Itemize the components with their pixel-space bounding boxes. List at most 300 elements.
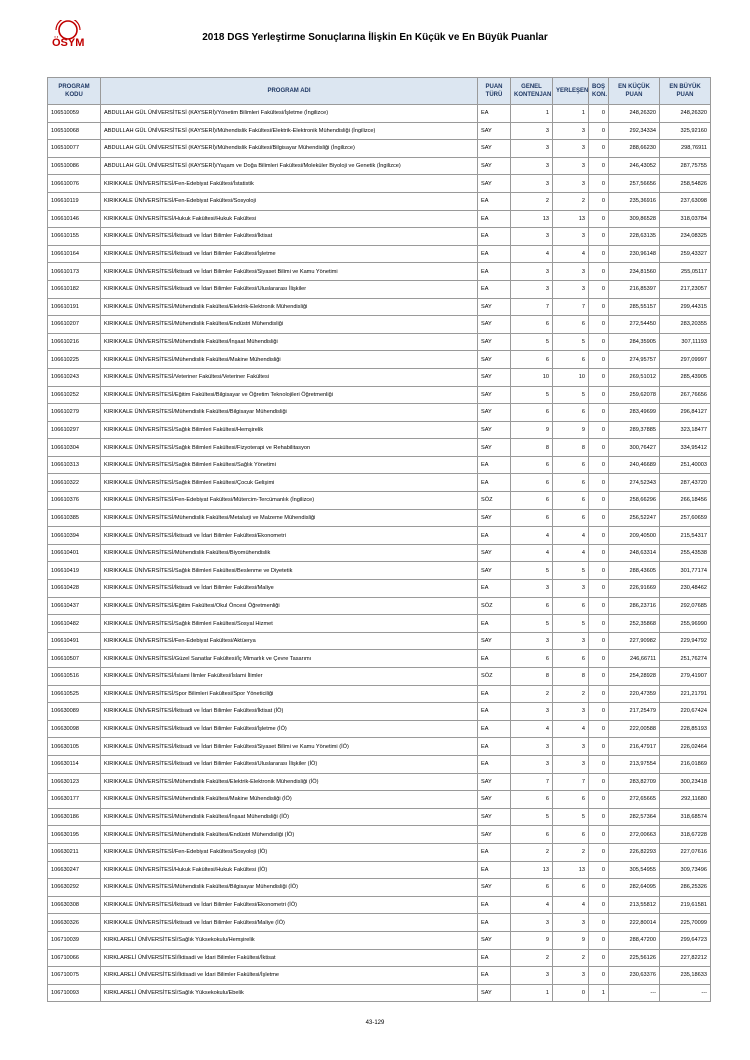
en-buyuk-puan-cell: 323,18477	[660, 421, 711, 439]
yerlesen-cell: 5	[553, 615, 589, 633]
table-row	[48, 157, 711, 175]
en-buyuk-puan-cell: 286,25326	[660, 879, 711, 897]
en-buyuk-puan-cell: 230,48462	[660, 580, 711, 598]
en-kucuk-puan-cell: 288,47200	[609, 931, 660, 949]
genel-kontenjan-cell: 5	[511, 333, 553, 351]
en-kucuk-puan-cell: ---	[609, 984, 660, 1002]
program-kodu-cell: 106630123	[48, 773, 101, 791]
en-buyuk-puan-cell: 292,07685	[660, 597, 711, 615]
en-buyuk-puan-cell: 297,09997	[660, 351, 711, 369]
yerlesen-cell: 13	[553, 210, 589, 228]
puan-turu-cell: SAY	[478, 421, 511, 439]
bos-kon-cell: 0	[589, 720, 609, 738]
genel-kontenjan-cell: 3	[511, 738, 553, 756]
genel-kontenjan-cell: 6	[511, 650, 553, 668]
program-kodu-cell: 106610525	[48, 685, 101, 703]
yerlesen-cell: 5	[553, 562, 589, 580]
program-kodu-cell: 106630308	[48, 896, 101, 914]
yerlesen-cell: 2	[553, 192, 589, 210]
genel-kontenjan-cell: 7	[511, 773, 553, 791]
program-kodu-cell: 106610428	[48, 580, 101, 598]
yerlesen-cell: 6	[553, 879, 589, 897]
yerlesen-cell: 5	[553, 386, 589, 404]
puan-turu-cell: SÖZ	[478, 492, 511, 510]
en-buyuk-puan-cell: 259,43327	[660, 245, 711, 263]
program-kodu-cell: 106610313	[48, 456, 101, 474]
en-buyuk-puan-cell: 267,76656	[660, 386, 711, 404]
en-kucuk-puan-cell: 230,63376	[609, 967, 660, 985]
program-adi-cell: KIRIKKALE ÜNİVERSİTESİ/Fen-Edebiyat Fakültesi/Aktüerya	[101, 632, 478, 650]
program-adi-cell: KIRIKKALE ÜNİVERSİTESİ/Fen-Edebiyat Fakültesi/Sosyoloji (İÖ)	[101, 843, 478, 861]
en-kucuk-puan-cell: 225,56126	[609, 949, 660, 967]
en-buyuk-puan-cell: 296,84127	[660, 404, 711, 422]
genel-kontenjan-cell: 6	[511, 597, 553, 615]
program-kodu-cell: 106610401	[48, 544, 101, 562]
en-kucuk-puan-cell: 286,23716	[609, 597, 660, 615]
yerlesen-cell: 4	[553, 527, 589, 545]
bos-kon-cell: 0	[589, 703, 609, 721]
program-adi-cell: KIRKLARELİ ÜNİVERSİTESİ/Sağlık Yüksekokulu/Ebelik	[101, 984, 478, 1002]
table-row	[48, 175, 711, 193]
yerlesen-cell: 0	[553, 984, 589, 1002]
en-buyuk-puan-cell: 279,41907	[660, 668, 711, 686]
genel-kontenjan-cell: 4	[511, 527, 553, 545]
en-buyuk-puan-cell: 287,43720	[660, 474, 711, 492]
bos-kon-cell: 0	[589, 914, 609, 932]
program-adi-cell: KIRIKKALE ÜNİVERSİTESİ/Mühendislik Fakültesi/Elektrik-Elektronik Mühendisliği	[101, 298, 478, 316]
en-kucuk-puan-cell: 269,51012	[609, 368, 660, 386]
bos-kon-cell: 0	[589, 931, 609, 949]
puan-turu-cell: EA	[478, 650, 511, 668]
program-kodu-cell: 106610279	[48, 404, 101, 422]
en-buyuk-puan-cell: 225,70099	[660, 914, 711, 932]
program-kodu-cell: 106610243	[48, 368, 101, 386]
genel-kontenjan-cell: 6	[511, 316, 553, 334]
puan-turu-cell: SAY	[478, 298, 511, 316]
en-buyuk-puan-cell: 292,11680	[660, 791, 711, 809]
table-row	[48, 245, 711, 263]
program-kodu-cell: 106610155	[48, 228, 101, 246]
yerlesen-cell: 10	[553, 368, 589, 386]
program-kodu-cell: 106610216	[48, 333, 101, 351]
program-adi-cell: KIRIKKALE ÜNİVERSİTESİ/İktisadi ve İdari Bilimler Fakültesi/İktisat (İÖ)	[101, 703, 478, 721]
page-title: 2018 DGS Yerleştirme Sonuçlarına İlişkin En Küçük ve En Büyük Puanlar	[202, 32, 548, 43]
yerlesen-cell: 6	[553, 650, 589, 668]
en-kucuk-puan-cell: 285,55157	[609, 298, 660, 316]
yerlesen-cell: 3	[553, 228, 589, 246]
table-row	[48, 527, 711, 545]
program-adi-cell: KIRIKKALE ÜNİVERSİTESİ/İktisadi ve İdari Bilimler Fakültesi/İşletme (İÖ)	[101, 720, 478, 738]
genel-kontenjan-cell: 4	[511, 544, 553, 562]
program-kodu-cell: 106610191	[48, 298, 101, 316]
puan-turu-cell: SAY	[478, 157, 511, 175]
program-adi-cell: KIRKLARELİ ÜNİVERSİTESİ/İktisadi ve İdari Bilimler Fakültesi/İktisat	[101, 949, 478, 967]
puan-turu-cell: SAY	[478, 175, 511, 193]
yerlesen-cell: 4	[553, 720, 589, 738]
table-row	[48, 755, 711, 773]
program-adi-cell: KIRIKKALE ÜNİVERSİTESİ/Sağlık Bilimleri Fakültesi/Çocuk Gelişimi	[101, 474, 478, 492]
puan-turu-cell: SAY	[478, 544, 511, 562]
bos-kon-cell: 0	[589, 773, 609, 791]
yerlesen-cell: 6	[553, 597, 589, 615]
bos-kon-cell: 0	[589, 386, 609, 404]
bos-kon-cell: 0	[589, 791, 609, 809]
yerlesen-cell: 6	[553, 509, 589, 527]
bos-kon-cell: 0	[589, 562, 609, 580]
genel-kontenjan-cell: 3	[511, 967, 553, 985]
en-kucuk-puan-cell: 240,46689	[609, 456, 660, 474]
genel-kontenjan-cell: 3	[511, 228, 553, 246]
yerlesen-cell: 6	[553, 474, 589, 492]
en-kucuk-puan-cell: 235,36916	[609, 192, 660, 210]
en-kucuk-puan-cell: 300,76427	[609, 439, 660, 457]
program-adi-cell: KIRIKKALE ÜNİVERSİTESİ/Sağlık Bilimleri Fakültesi/Hemşirelik	[101, 421, 478, 439]
genel-kontenjan-cell: 1	[511, 984, 553, 1002]
program-kodu-cell: 106610252	[48, 386, 101, 404]
en-buyuk-puan-cell: 318,03784	[660, 210, 711, 228]
bos-kon-cell: 0	[589, 949, 609, 967]
program-kodu-cell: 106610437	[48, 597, 101, 615]
genel-kontenjan-cell: 2	[511, 843, 553, 861]
bos-kon-cell: 0	[589, 421, 609, 439]
program-adi-cell: KIRIKKALE ÜNİVERSİTESİ/Sağlık Bilimleri Fakültesi/Sağlık Yönetimi	[101, 456, 478, 474]
en-kucuk-puan-cell: 288,43605	[609, 562, 660, 580]
en-buyuk-puan-cell: 251,40003	[660, 456, 711, 474]
program-kodu-cell: 106610146	[48, 210, 101, 228]
puan-turu-cell: SAY	[478, 773, 511, 791]
puan-turu-cell: SÖZ	[478, 668, 511, 686]
table-row	[48, 685, 711, 703]
table-row	[48, 333, 711, 351]
yerlesen-cell: 2	[553, 685, 589, 703]
en-kucuk-puan-cell: 272,54450	[609, 316, 660, 334]
table-row	[48, 456, 711, 474]
header-yerlesen: YERLEŞEN	[553, 78, 589, 105]
table-row	[48, 316, 711, 334]
puan-turu-cell: EA	[478, 861, 511, 879]
program-adi-cell: KIRIKKALE ÜNİVERSİTESİ/Mühendislik Fakültesi/Bilgisayar Mühendisliği	[101, 404, 478, 422]
table-row	[48, 632, 711, 650]
header-genel-kontenjan: GENEL KONTENJAN	[511, 78, 553, 105]
bos-kon-cell: 0	[589, 580, 609, 598]
header-row	[48, 78, 711, 105]
genel-kontenjan-cell: 3	[511, 580, 553, 598]
yerlesen-cell: 7	[553, 298, 589, 316]
en-buyuk-puan-cell: 237,63098	[660, 192, 711, 210]
program-adi-cell: KIRIKKALE ÜNİVERSİTESİ/İktisadi ve İdari Bilimler Fakültesi/Ekonometri	[101, 527, 478, 545]
program-kodu-cell: 106610173	[48, 263, 101, 281]
en-buyuk-puan-cell: 235,18633	[660, 967, 711, 985]
table-row	[48, 404, 711, 422]
table-row	[48, 826, 711, 844]
en-buyuk-puan-cell: 255,96990	[660, 615, 711, 633]
en-kucuk-puan-cell: 252,35868	[609, 615, 660, 633]
puan-turu-cell: SAY	[478, 562, 511, 580]
header-bos-kon: BOŞ KON.	[589, 78, 609, 105]
genel-kontenjan-cell: 3	[511, 280, 553, 298]
program-adi-cell: KIRIKKALE ÜNİVERSİTESİ/İslami İlimler Fakültesi/İslami İlimler	[101, 668, 478, 686]
puan-turu-cell: EA	[478, 685, 511, 703]
program-kodu-cell: 106630186	[48, 808, 101, 826]
puan-turu-cell: EA	[478, 210, 511, 228]
puan-turu-cell: EA	[478, 263, 511, 281]
en-kucuk-puan-cell: 254,28928	[609, 668, 660, 686]
header-en-kucuk-puan: EN KÜÇÜK PUAN	[609, 78, 660, 105]
en-kucuk-puan-cell: 246,43052	[609, 157, 660, 175]
yerlesen-cell: 3	[553, 914, 589, 932]
bos-kon-cell: 0	[589, 474, 609, 492]
puan-turu-cell: SAY	[478, 316, 511, 334]
en-kucuk-puan-cell: 220,47359	[609, 685, 660, 703]
en-buyuk-puan-cell: 258,54826	[660, 175, 711, 193]
genel-kontenjan-cell: 1	[511, 105, 553, 123]
program-kodu-cell: 106630195	[48, 826, 101, 844]
program-kodu-cell: 106610385	[48, 509, 101, 527]
program-adi-cell: KIRKLARELİ ÜNİVERSİTESİ/Sağlık Yüksekokulu/Hemşirelik	[101, 931, 478, 949]
puan-turu-cell: EA	[478, 456, 511, 474]
en-kucuk-puan-cell: 257,56656	[609, 175, 660, 193]
program-adi-cell: KIRIKKALE ÜNİVERSİTESİ/İktisadi ve İdari Bilimler Fakültesi/Maliye (İÖ)	[101, 914, 478, 932]
en-kucuk-puan-cell: 227,90982	[609, 632, 660, 650]
yerlesen-cell: 8	[553, 668, 589, 686]
genel-kontenjan-cell: 3	[511, 175, 553, 193]
en-kucuk-puan-cell: 256,52247	[609, 509, 660, 527]
table-row	[48, 668, 711, 686]
bos-kon-cell: 0	[589, 192, 609, 210]
bos-kon-cell: 0	[589, 544, 609, 562]
program-kodu-cell: 106610322	[48, 474, 101, 492]
program-kodu-cell: 106610419	[48, 562, 101, 580]
bos-kon-cell: 0	[589, 967, 609, 985]
table-row	[48, 562, 711, 580]
table-row	[48, 843, 711, 861]
yerlesen-cell: 1	[553, 105, 589, 123]
bos-kon-cell: 0	[589, 738, 609, 756]
en-buyuk-puan-cell: 300,23418	[660, 773, 711, 791]
program-kodu-cell: 106610119	[48, 192, 101, 210]
program-kodu-cell: 106510068	[48, 122, 101, 140]
program-kodu-cell: 106630247	[48, 861, 101, 879]
yerlesen-cell: 5	[553, 808, 589, 826]
table-row	[48, 368, 711, 386]
en-kucuk-puan-cell: 248,26320	[609, 105, 660, 123]
program-adi-cell: KIRIKKALE ÜNİVERSİTESİ/Mühendislik Fakültesi/Endüstri Mühendisliği (İÖ)	[101, 826, 478, 844]
genel-kontenjan-cell: 10	[511, 368, 553, 386]
yerlesen-cell: 9	[553, 931, 589, 949]
bos-kon-cell: 0	[589, 685, 609, 703]
yerlesen-cell: 3	[553, 703, 589, 721]
table-row	[48, 808, 711, 826]
en-kucuk-puan-cell: 248,63314	[609, 544, 660, 562]
genel-kontenjan-cell: 3	[511, 632, 553, 650]
table-row	[48, 984, 711, 1002]
header-program-kodu: PROGRAM KODU	[48, 78, 101, 105]
en-kucuk-puan-cell: 222,00588	[609, 720, 660, 738]
bos-kon-cell: 1	[589, 984, 609, 1002]
table-row	[48, 228, 711, 246]
table-row	[48, 773, 711, 791]
en-buyuk-puan-cell: 287,75755	[660, 157, 711, 175]
program-kodu-cell: 106610304	[48, 439, 101, 457]
yerlesen-cell: 3	[553, 738, 589, 756]
program-adi-cell: KIRIKKALE ÜNİVERSİTESİ/Mühendislik Fakültesi/İnşaat Mühendisliği	[101, 333, 478, 351]
en-buyuk-puan-cell: 301,77174	[660, 562, 711, 580]
table-row	[48, 298, 711, 316]
table-row	[48, 615, 711, 633]
genel-kontenjan-cell: 6	[511, 404, 553, 422]
puan-turu-cell: SÖZ	[478, 597, 511, 615]
bos-kon-cell: 0	[589, 826, 609, 844]
en-buyuk-puan-cell: 227,82212	[660, 949, 711, 967]
table-row	[48, 879, 711, 897]
en-kucuk-puan-cell: 272,00663	[609, 826, 660, 844]
en-buyuk-puan-cell: 251,76274	[660, 650, 711, 668]
program-adi-cell: KIRIKKALE ÜNİVERSİTESİ/Sağlık Bilimleri Fakültesi/Beslenme ve Diyetetik	[101, 562, 478, 580]
puan-turu-cell: EA	[478, 474, 511, 492]
en-buyuk-puan-cell: 309,73496	[660, 861, 711, 879]
table-row	[48, 703, 711, 721]
table-row	[48, 544, 711, 562]
table-row	[48, 263, 711, 281]
program-adi-cell: KIRIKKALE ÜNİVERSİTESİ/Mühendislik Fakültesi/Makine Mühendisliği	[101, 351, 478, 369]
program-kodu-cell: 106630177	[48, 791, 101, 809]
bos-kon-cell: 0	[589, 808, 609, 826]
en-kucuk-puan-cell: 246,66711	[609, 650, 660, 668]
en-kucuk-puan-cell: 309,86528	[609, 210, 660, 228]
bos-kon-cell: 0	[589, 668, 609, 686]
table-row	[48, 439, 711, 457]
yerlesen-cell: 3	[553, 263, 589, 281]
puan-turu-cell: SAY	[478, 404, 511, 422]
table-row	[48, 597, 711, 615]
en-buyuk-puan-cell: 248,26320	[660, 105, 711, 123]
program-adi-cell: KIRKLARELİ ÜNİVERSİTESİ/İktisadi ve İdari Bilimler Fakültesi/İşletme	[101, 967, 478, 985]
bos-kon-cell: 0	[589, 597, 609, 615]
en-kucuk-puan-cell: 234,81560	[609, 263, 660, 281]
en-kucuk-puan-cell: 226,91669	[609, 580, 660, 598]
en-buyuk-puan-cell: ---	[660, 984, 711, 1002]
bos-kon-cell: 0	[589, 105, 609, 123]
yerlesen-cell: 3	[553, 580, 589, 598]
program-adi-cell: KIRIKKALE ÜNİVERSİTESİ/Mühendislik Fakültesi/Biyomühendislik	[101, 544, 478, 562]
bos-kon-cell: 0	[589, 333, 609, 351]
program-adi-cell: KIRIKKALE ÜNİVERSİTESİ/Fen-Edebiyat Fakültesi/İstatistik	[101, 175, 478, 193]
en-buyuk-puan-cell: 221,21791	[660, 685, 711, 703]
en-kucuk-puan-cell: 209,40500	[609, 527, 660, 545]
program-kodu-cell: 106630089	[48, 703, 101, 721]
program-adi-cell: KIRIKKALE ÜNİVERSİTESİ/İktisadi ve İdari Bilimler Fakültesi/Ekonometri (İÖ)	[101, 896, 478, 914]
program-adi-cell: KIRIKKALE ÜNİVERSİTESİ/İktisadi ve İdari Bilimler Fakültesi/Siyaset Bilimi ve Kamu Yönetimi (İÖ)	[101, 738, 478, 756]
genel-kontenjan-cell: 3	[511, 122, 553, 140]
genel-kontenjan-cell: 4	[511, 896, 553, 914]
en-kucuk-puan-cell: 217,25479	[609, 703, 660, 721]
yerlesen-cell: 3	[553, 755, 589, 773]
bos-kon-cell: 0	[589, 280, 609, 298]
genel-kontenjan-cell: 3	[511, 157, 553, 175]
en-kucuk-puan-cell: 305,54955	[609, 861, 660, 879]
puan-turu-cell: SAY	[478, 439, 511, 457]
en-buyuk-puan-cell: 283,20355	[660, 316, 711, 334]
yerlesen-cell: 3	[553, 280, 589, 298]
en-buyuk-puan-cell: 298,76911	[660, 140, 711, 158]
en-kucuk-puan-cell: 283,49699	[609, 404, 660, 422]
genel-kontenjan-cell: 6	[511, 351, 553, 369]
results-table	[47, 77, 711, 1002]
en-kucuk-puan-cell: 282,57364	[609, 808, 660, 826]
bos-kon-cell: 0	[589, 896, 609, 914]
yerlesen-cell: 2	[553, 949, 589, 967]
genel-kontenjan-cell: 3	[511, 140, 553, 158]
program-adi-cell: KIRIKKALE ÜNİVERSİTESİ/Spor Bilimleri Fakültesi/Spor Yöneticiliği	[101, 685, 478, 703]
en-kucuk-puan-cell: 222,80014	[609, 914, 660, 932]
genel-kontenjan-cell: 6	[511, 456, 553, 474]
en-kucuk-puan-cell: 230,96148	[609, 245, 660, 263]
puan-turu-cell: SAY	[478, 984, 511, 1002]
puan-turu-cell: EA	[478, 280, 511, 298]
puan-turu-cell: SAY	[478, 632, 511, 650]
puan-turu-cell: SAY	[478, 351, 511, 369]
program-adi-cell: KIRIKKALE ÜNİVERSİTESİ/Sağlık Bilimleri Fakültesi/Fizyoterapi ve Rehabilitasyon	[101, 439, 478, 457]
genel-kontenjan-cell: 5	[511, 562, 553, 580]
en-buyuk-puan-cell: 325,92160	[660, 122, 711, 140]
en-kucuk-puan-cell: 292,34334	[609, 122, 660, 140]
yerlesen-cell: 6	[553, 791, 589, 809]
puan-turu-cell: SAY	[478, 368, 511, 386]
en-buyuk-puan-cell: 226,02464	[660, 738, 711, 756]
puan-turu-cell: EA	[478, 580, 511, 598]
yerlesen-cell: 6	[553, 456, 589, 474]
bos-kon-cell: 0	[589, 157, 609, 175]
bos-kon-cell: 0	[589, 140, 609, 158]
bos-kon-cell: 0	[589, 122, 609, 140]
bos-kon-cell: 0	[589, 439, 609, 457]
yerlesen-cell: 6	[553, 404, 589, 422]
en-kucuk-puan-cell: 274,95757	[609, 351, 660, 369]
program-adi-cell: KIRIKKALE ÜNİVERSİTESİ/Güzel Sanatlar Fakültesi/İç Mimarlık ve Çevre Tasarımı	[101, 650, 478, 668]
table-row	[48, 896, 711, 914]
genel-kontenjan-cell: 2	[511, 949, 553, 967]
table-row	[48, 949, 711, 967]
genel-kontenjan-cell: 5	[511, 386, 553, 404]
table-row	[48, 738, 711, 756]
en-kucuk-puan-cell: 216,85397	[609, 280, 660, 298]
table-row	[48, 650, 711, 668]
yerlesen-cell: 2	[553, 843, 589, 861]
genel-kontenjan-cell: 8	[511, 439, 553, 457]
en-kucuk-puan-cell: 282,64095	[609, 879, 660, 897]
bos-kon-cell: 0	[589, 632, 609, 650]
en-buyuk-puan-cell: 217,23057	[660, 280, 711, 298]
bos-kon-cell: 0	[589, 509, 609, 527]
bos-kon-cell: 0	[589, 527, 609, 545]
en-kucuk-puan-cell: 289,37885	[609, 421, 660, 439]
puan-turu-cell: EA	[478, 914, 511, 932]
program-kodu-cell: 106630105	[48, 738, 101, 756]
genel-kontenjan-cell: 3	[511, 263, 553, 281]
yerlesen-cell: 9	[553, 421, 589, 439]
program-kodu-cell: 106510059	[48, 105, 101, 123]
table-row	[48, 509, 711, 527]
puan-turu-cell: EA	[478, 755, 511, 773]
program-kodu-cell: 106510086	[48, 157, 101, 175]
bos-kon-cell: 0	[589, 351, 609, 369]
bos-kon-cell: 0	[589, 175, 609, 193]
puan-turu-cell: EA	[478, 192, 511, 210]
program-kodu-cell: 106610516	[48, 668, 101, 686]
genel-kontenjan-cell: 3	[511, 755, 553, 773]
program-kodu-cell: 106610482	[48, 615, 101, 633]
bos-kon-cell: 0	[589, 456, 609, 474]
